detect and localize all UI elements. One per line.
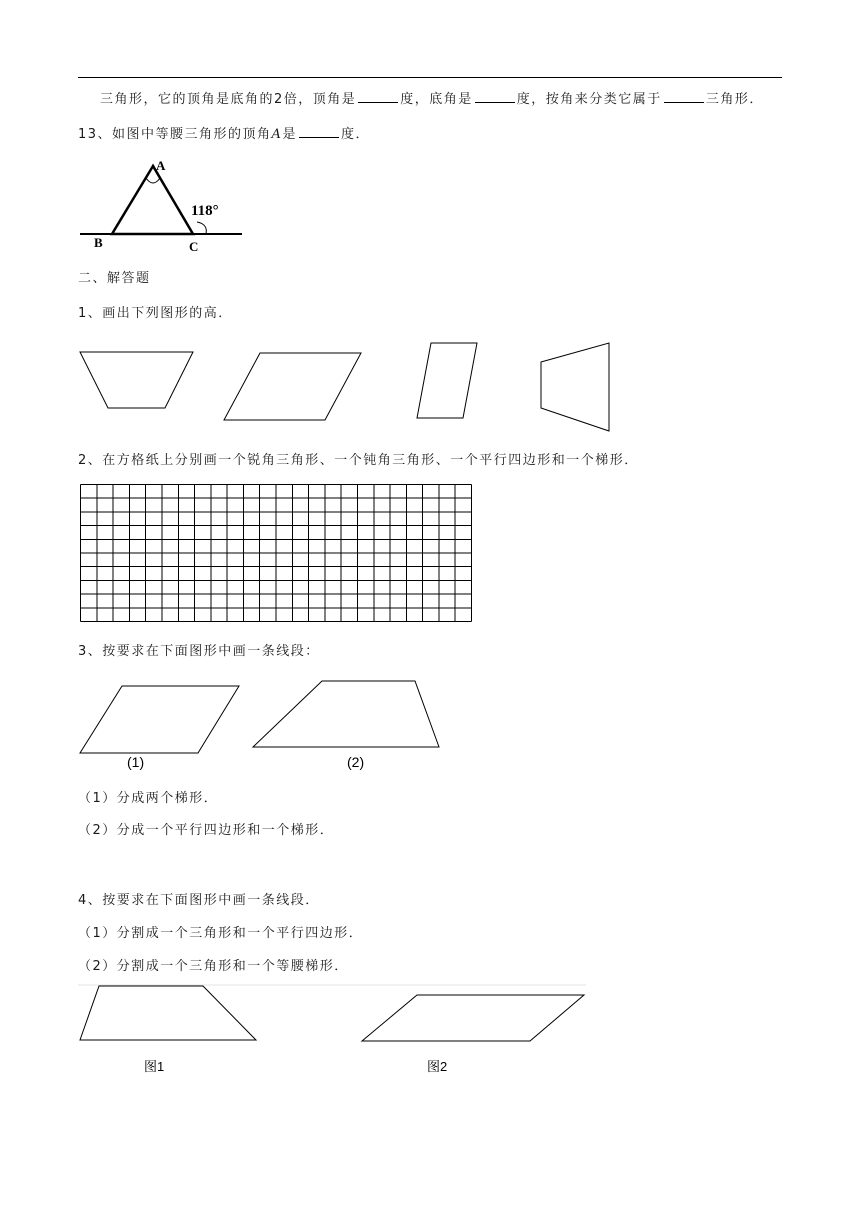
q12-text-3: 度，按角来分类它属于 [516, 92, 662, 107]
q4-requirement-1: （1）分割成一个三角形和一个平行四边形． [78, 926, 364, 941]
q13-mid: 是 [282, 127, 297, 142]
q3-requirement-2: （2）分成一个平行四边形和一个梯形． [78, 823, 335, 838]
q3-requirement-1: （1）分成两个梯形． [78, 791, 219, 806]
label-b: B [94, 235, 103, 250]
label-a: A [156, 158, 166, 173]
question-2: 2、在方格纸上分别画一个锐角三角形、一个钝角三角形、一个平行四边形和一个梯形． [78, 453, 639, 468]
question-1: 1、画出下列图形的高． [78, 306, 233, 321]
q3-fig1-label: (1) [127, 754, 145, 770]
q4-fig2-label: 图2 [427, 1059, 448, 1074]
q3-fig2-label: (2) [347, 754, 365, 770]
q13-suffix: 度． [340, 127, 370, 142]
label-angle-118: 118° [191, 203, 219, 219]
q4-trapezoid[interactable] [80, 986, 256, 1040]
section-2-title: 二、解答题 [78, 271, 151, 286]
question-3: 3、按要求在下面图形中画一条线段： [78, 644, 320, 659]
label-c: C [189, 239, 199, 254]
q13-prefix: 13、如图中等腰三角形的顶角 [78, 127, 272, 142]
q12-text-1: 三角形，它的顶角是底角的2倍，顶角是 [100, 92, 357, 107]
q4-fig1-label: 图1 [144, 1059, 165, 1074]
q12-text-2: 度，底角是 [400, 92, 473, 107]
question-4: 4、按要求在下面图形中画一条线段． [78, 893, 320, 908]
q12-text-4: 三角形． [705, 92, 764, 107]
q4-requirement-2: （2）分割成一个三角形和一个等腰梯形． [78, 959, 349, 974]
q4-parallelogram[interactable] [362, 995, 584, 1041]
q13-var: A [271, 127, 283, 142]
